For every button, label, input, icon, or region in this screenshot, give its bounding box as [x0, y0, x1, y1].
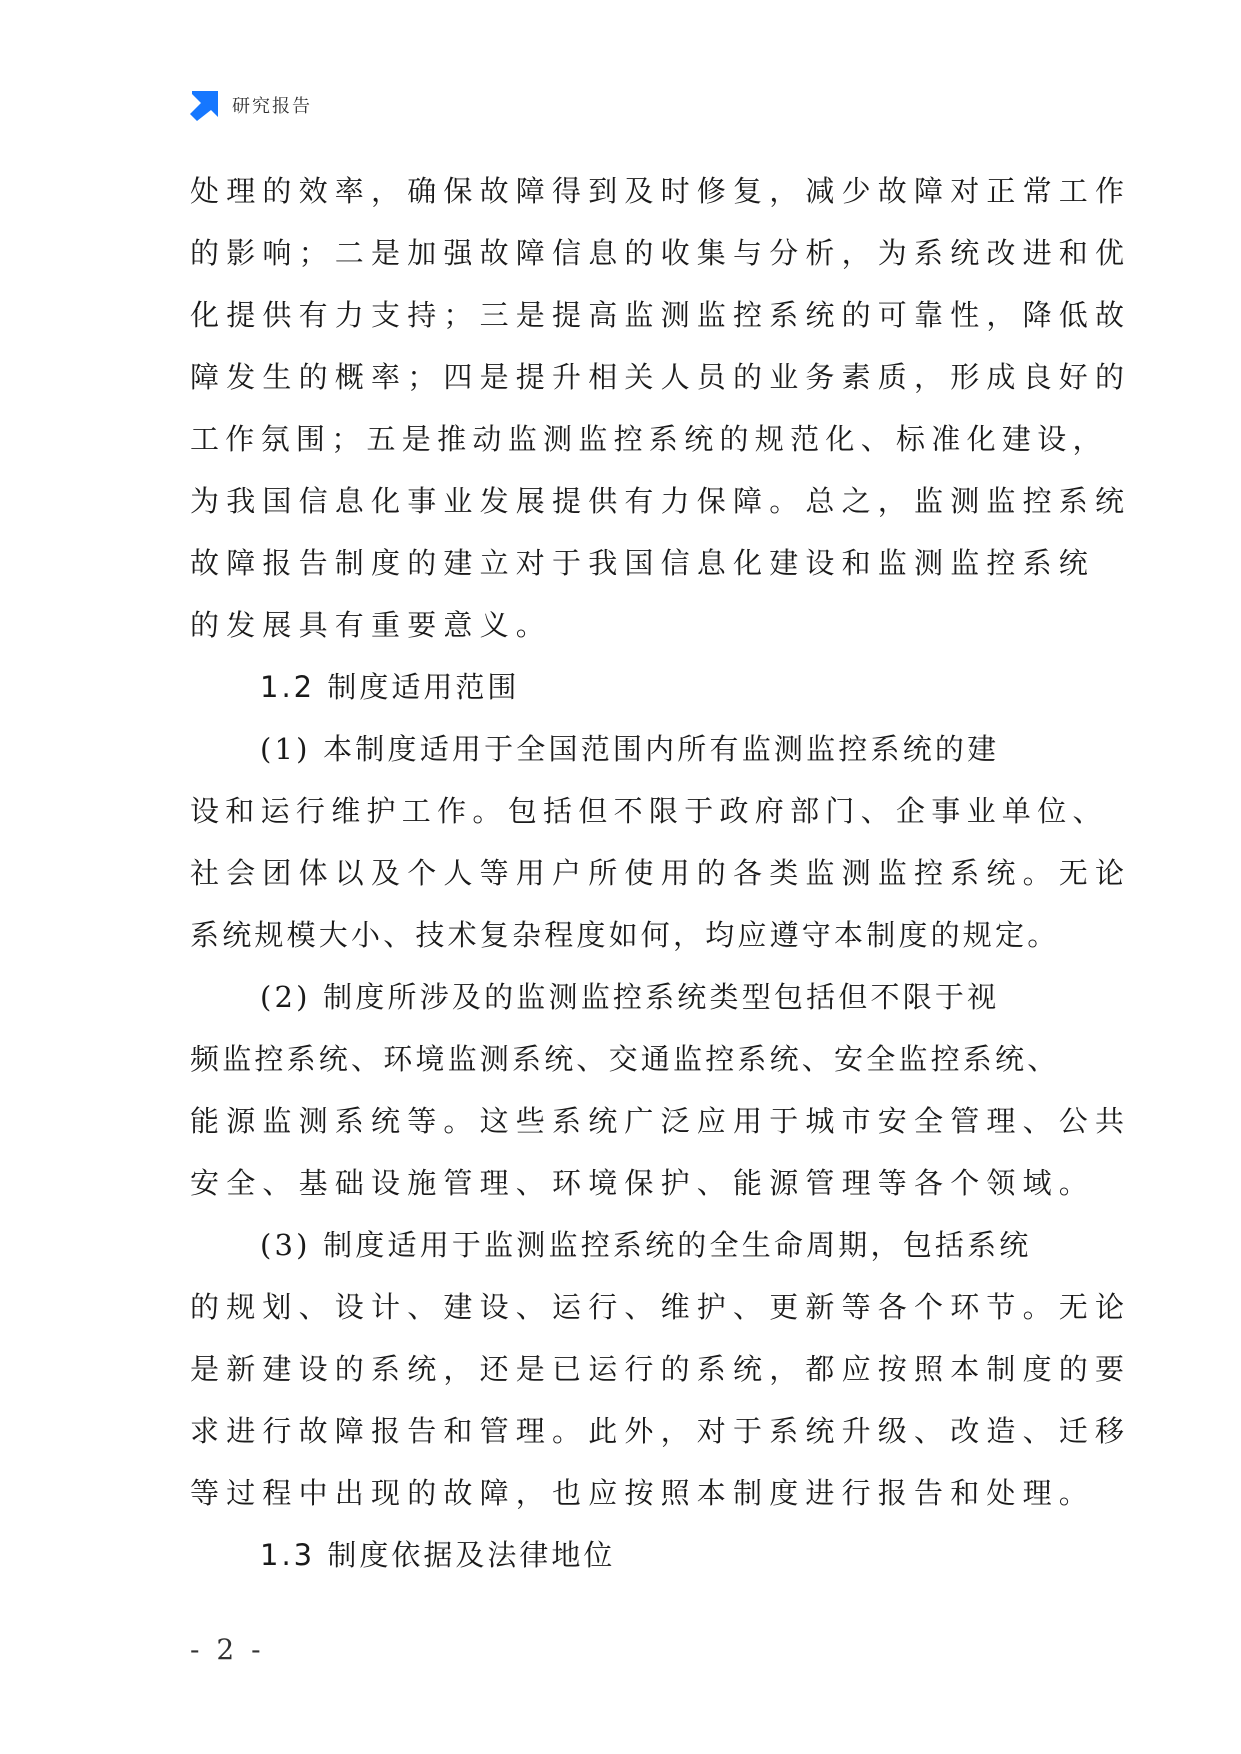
body-line: (2) 制度所涉及的监测监控系统类型包括但不限于视 [260, 980, 1000, 1014]
body-line: 的影响；二是加强故障信息的收集与分析，为系统改进和优 [190, 236, 1132, 270]
body-line: 设和运行维护工作。包括但不限于政府部门、企事业单位、 [190, 794, 1108, 828]
body-line: 为我国信息化事业发展提供有力保障。总之，监测监控系统 [190, 484, 1132, 518]
body-line: 安全、基础设施管理、环境保护、能源管理等各个领域。 [190, 1166, 1096, 1200]
body-line: 等过程中出现的故障，也应按照本制度进行报告和处理。 [190, 1476, 1096, 1510]
body-line: 求进行故障报告和管理。此外，对于系统升级、改造、迁移 [190, 1414, 1132, 1448]
body-line: 能源监测系统等。这些系统广泛应用于城市安全管理、公共 [190, 1104, 1132, 1138]
body-line: 处理的效率，确保故障得到及时修复，减少故障对正常工作 [190, 174, 1132, 208]
body-line: (3) 制度适用于监测监控系统的全生命周期，包括系统 [260, 1228, 1032, 1262]
section-heading-1-2: 1.2 制度适用范围 [260, 670, 520, 704]
page-header [188, 88, 312, 122]
arrow-up-right-icon [188, 89, 220, 121]
page-number: - 2 - [190, 1633, 265, 1666]
body-line: (1) 本制度适用于全国范围内所有监测监控系统的建 [260, 732, 1000, 766]
body-line: 障发生的概率；四是提升相关人员的业务素质，形成良好的 [190, 360, 1132, 394]
body-line: 系统规模大小、技术复杂程度如何，均应遵守本制度的规定。 [190, 918, 1060, 952]
body-line: 故障报告制度的建立对于我国信息化建设和监测监控系统 [190, 546, 1096, 580]
body-line: 化提供有力支持；三是提高监测监控系统的可靠性，降低故 [190, 298, 1132, 332]
header-title: 研究报告 [232, 96, 312, 117]
body-line: 的发展具有重要意义。 [190, 608, 553, 642]
body-line: 的规划、设计、建设、运行、维护、更新等各个环节。无论 [190, 1290, 1132, 1324]
document-body [190, 160, 1132, 1586]
body-line: 频监控系统、环境监测系统、交通监控系统、安全监控系统、 [190, 1042, 1060, 1076]
body-line: 是新建设的系统，还是已运行的系统，都应按照本制度的要 [190, 1352, 1132, 1386]
section-heading-1-3: 1.3 制度依据及法律地位 [260, 1538, 616, 1572]
body-line: 工作氛围；五是推动监测监控系统的规范化、标准化建设， [190, 422, 1108, 456]
body-line: 社会团体以及个人等用户所使用的各类监测监控系统。无论 [190, 856, 1132, 890]
